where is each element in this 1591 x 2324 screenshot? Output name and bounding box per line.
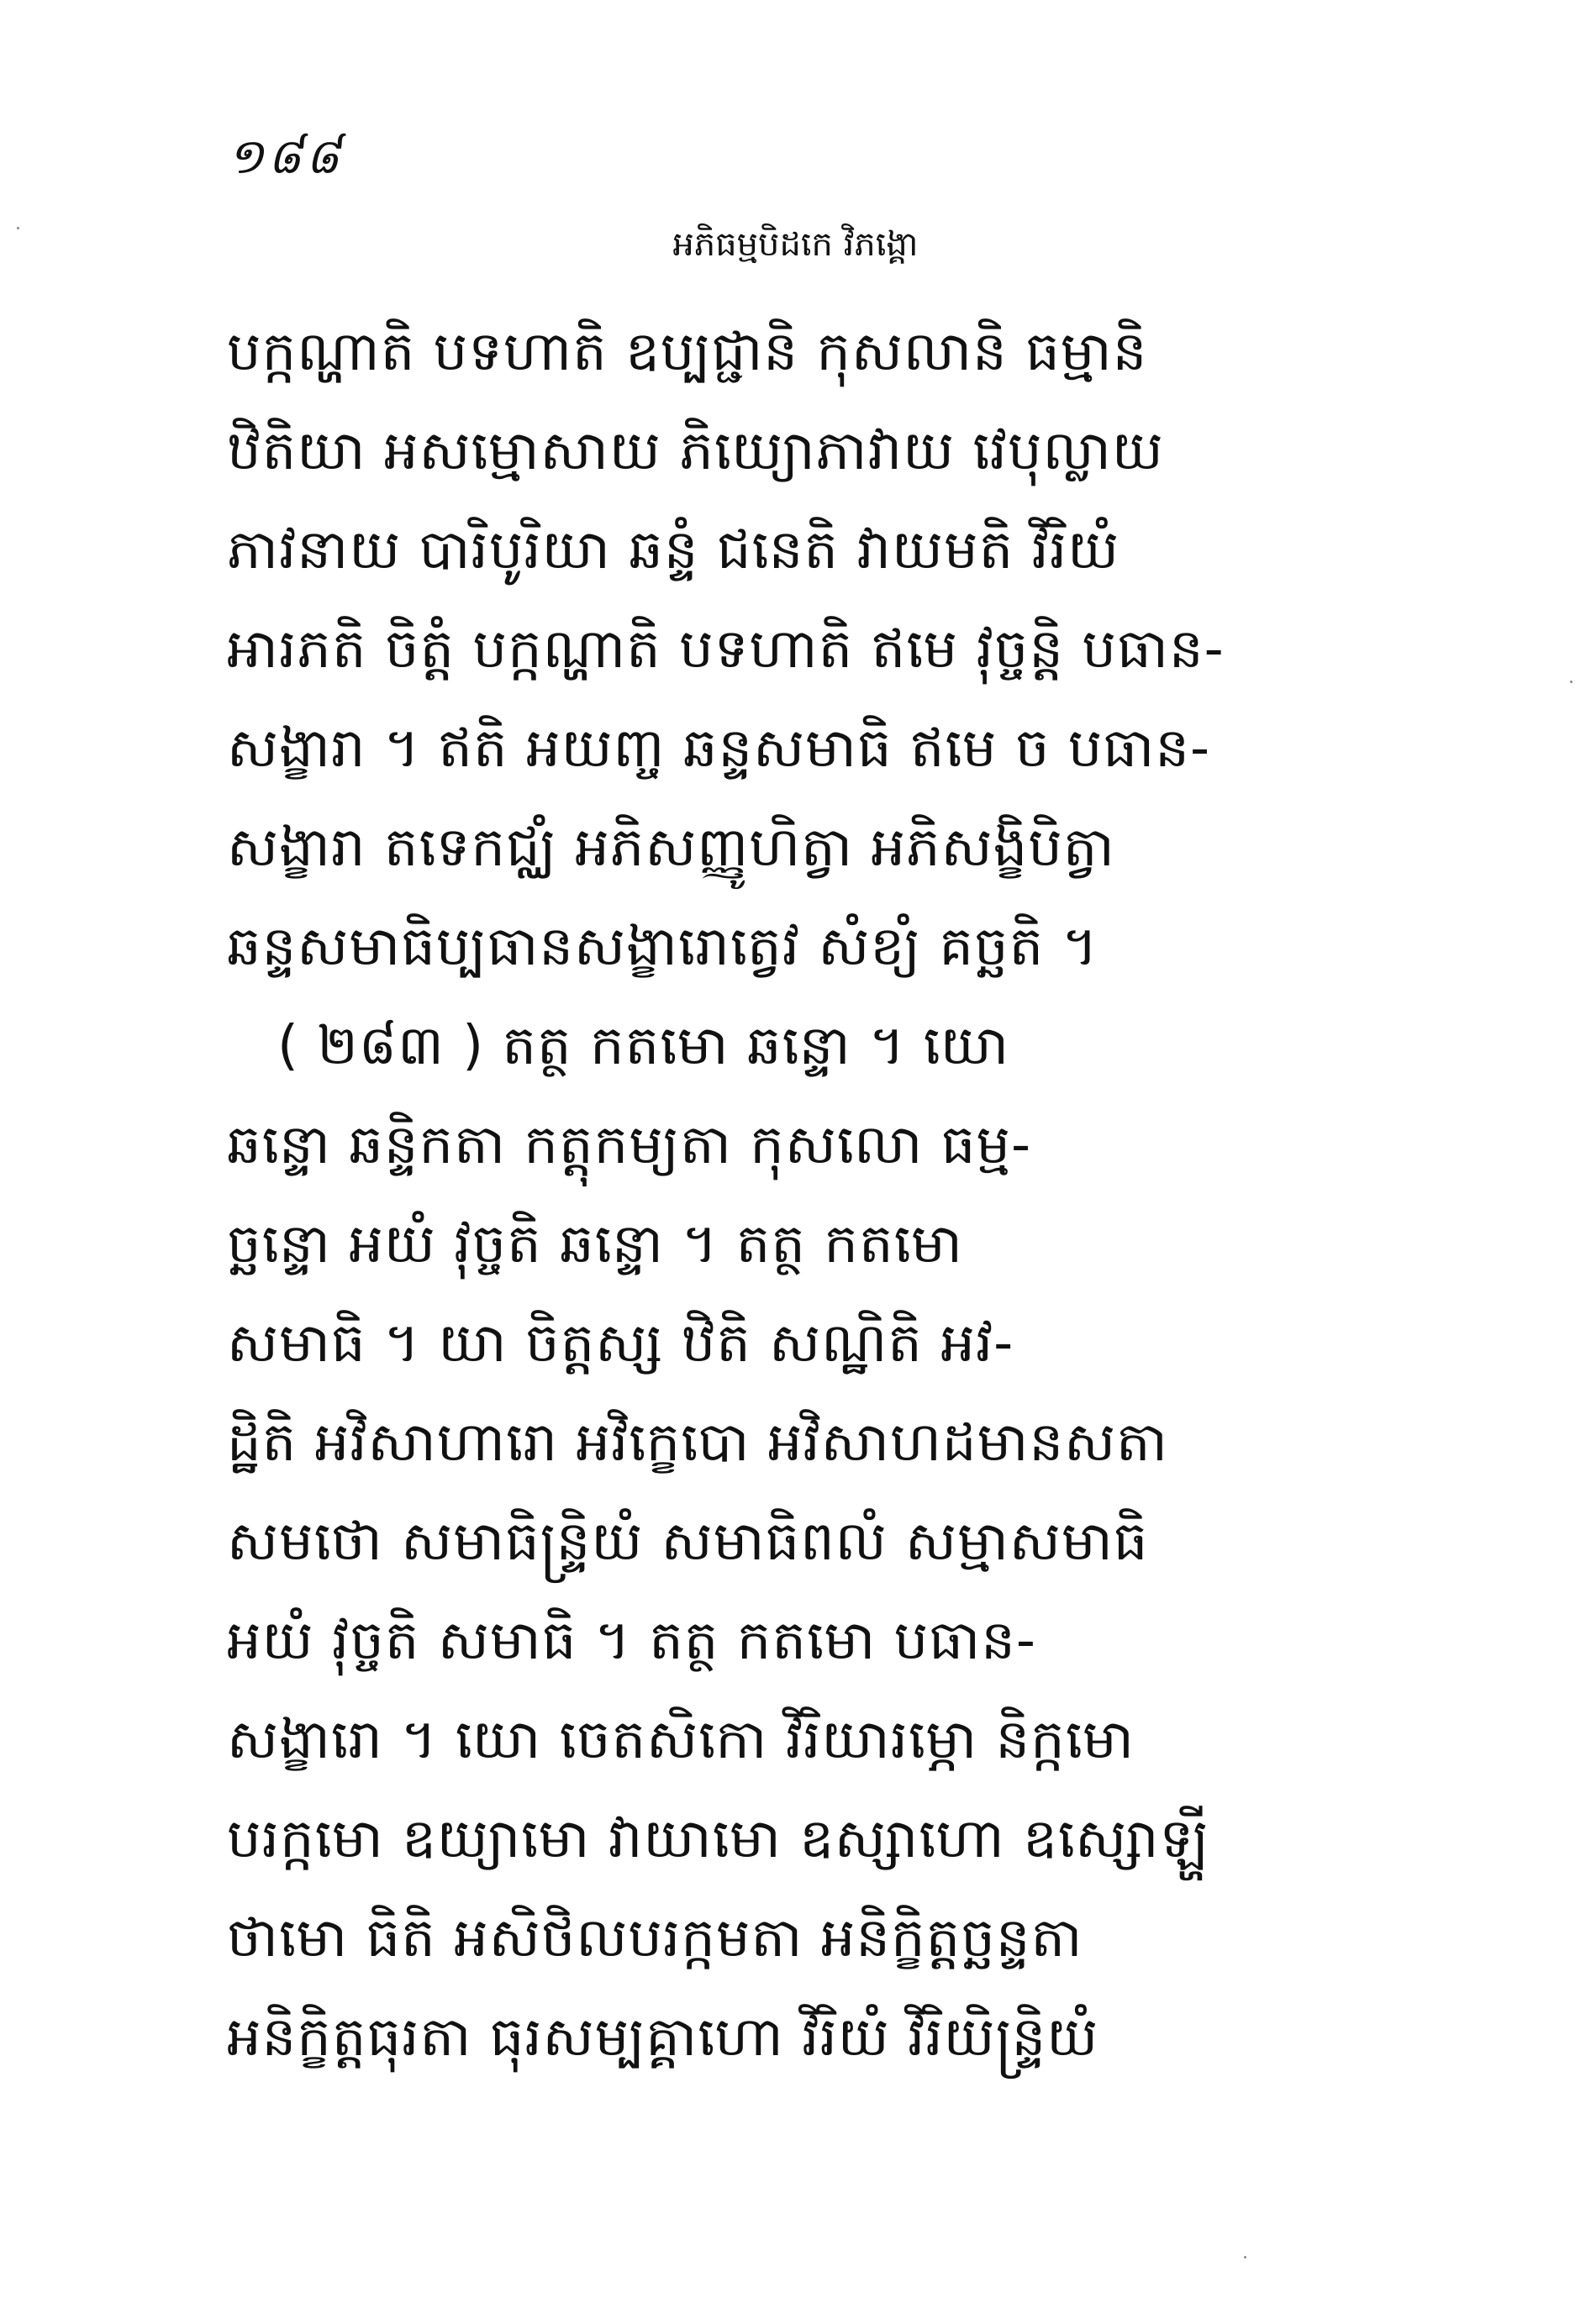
text-line: ឆន្ទោ ឆន្ទិកតា កត្តុកម្យតា កុសលោ ធម្ម- [227, 1114, 1032, 1176]
text-line: សង្ខារា តទេកជ្ឈំ អភិសញ្ញូហិត្វា អភិសង្ខិបិត្វា [227, 817, 1115, 879]
scan-speck [1570, 681, 1573, 683]
scan-speck [17, 227, 19, 229]
text-line: ច្ឆន្ទោ អយំ វុច្ចតិ ឆន្ទោ ។ តត្ថ កតមោ [227, 1213, 963, 1275]
text-line: អយំ វុច្ចតិ សមាធិ ។ តត្ថ កតមោ បធាន- [227, 1610, 1036, 1672]
text-line: អារភតិ ចិត្តំ បក្កណ្ហាតិ បទហាតិ ឥមេ វុច្ចន្តិ បធាន- [227, 618, 1225, 681]
text-line: បក្កណ្ហាតិ បទហាតិ ឧប្បជ្ជានិ កុសលានិ ធម្មានិ [227, 321, 1148, 383]
body-text [227, 302, 1370, 2087]
text-line: ថាមោ ធិតិ អសិថិលបរក្កមតា អនិក្ខិត្តច្ឆន្ទតា [227, 1907, 1083, 1969]
text-line: សមថោ សមាធិន្ទ្រិយំ សមាធិពលំ សម្មាសមាធិ [227, 1511, 1149, 1573]
text-line: ឋិតិយា អសម្មោសាយ ភិយ្យោភាវាយ វេបុល្លាយ [227, 420, 1164, 482]
text-line: ( ២៨៣ ) តត្ថ កតមោ ឆន្ទោ ។ យោ [277, 1015, 1010, 1077]
text-line: សមាធិ ។ យា ចិត្តស្ស ឋិតិ សណ្ឋិតិ អវ- [227, 1312, 1014, 1375]
scan-speck [1244, 2256, 1246, 2258]
text-line: សង្ខារោ ។ យោ ចេតសិកោ វិរិយារម្ភោ និក្កមោ [227, 1709, 1135, 1771]
text-line: បរក្កមោ ឧយ្យាមោ វាយាមោ ឧស្សាហោ ឧស្សោឡ្ហី [227, 1808, 1209, 1870]
text-line: ឆន្ទសមាធិប្បធានសង្ខារោត្វេវ សំខ្យំ គច្ឆតិ ។ [227, 916, 1098, 978]
running-header: អភិធម្មបិដកេ វិភង្គោ [672, 225, 919, 264]
text-line: ដ្ឋិតិ អវិសាហារោ អវិក្ខេបោ អវិសាហដមានសតា [227, 1412, 1168, 1474]
page-number: ១៨៨ [227, 128, 344, 185]
text-line: អនិក្ខិត្តធុរតា ធុរសម្បគ្គាហោ វិរិយំ វិរិយិន្ទ្រិយំ [227, 2006, 1099, 2069]
text-line: ភាវនាយ បារិបូរិយា ឆន្ទំ ជនេតិ វាយមតិ វិរិយំ [227, 519, 1120, 581]
text-line: សង្ខារា ។ ឥតិ អយញ្ច ឆន្ទសមាធិ ឥមេ ច បធាន- [227, 718, 1211, 780]
